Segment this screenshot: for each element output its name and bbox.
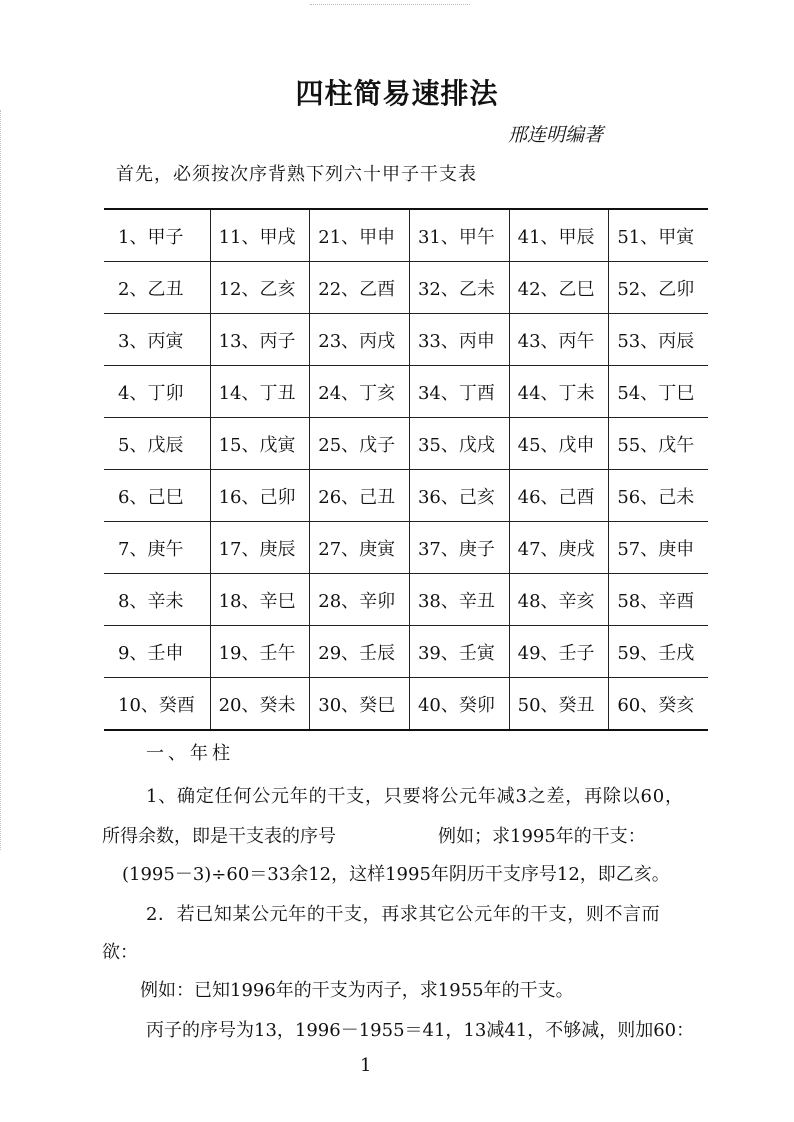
table-cell: 1、甲子 xyxy=(104,209,210,262)
table-cell: 5、戊辰 xyxy=(104,418,210,470)
table-cell: 4、丁卯 xyxy=(104,366,210,418)
table-cell: 55、戊午 xyxy=(609,418,708,470)
table-cell: 50、癸丑 xyxy=(509,678,609,731)
paragraph-1-line-3: (1995－3)÷60＝33余12，这样1995年阴历干支序号12，即乙亥。 xyxy=(122,864,670,885)
author-line: 邢连明编著 xyxy=(508,124,604,146)
table-cell: 37、庚子 xyxy=(409,522,509,574)
table-row xyxy=(104,574,708,626)
table-cell: 8、辛未 xyxy=(104,574,210,626)
table-row xyxy=(104,366,708,418)
table-cell: 2、乙丑 xyxy=(104,262,210,314)
table-cell: 33、丙申 xyxy=(409,314,509,366)
table-row xyxy=(104,522,708,574)
table-cell: 18、辛巳 xyxy=(210,574,310,626)
paragraph-2-line-2: 欲： xyxy=(102,942,138,963)
table-cell: 10、癸酉 xyxy=(104,678,210,731)
intro-text: 首先，必须按次序背熟下列六十甲子干支表 xyxy=(116,164,477,185)
scan-noise xyxy=(310,4,470,11)
table-cell: 27、庚寅 xyxy=(310,522,410,574)
table-cell: 53、丙辰 xyxy=(609,314,708,366)
table-cell: 3、丙寅 xyxy=(104,314,210,366)
paragraph-1-line-2: 所得余数，即是干支表的序号 xyxy=(102,826,336,847)
table-row xyxy=(104,262,708,314)
table-row xyxy=(104,314,708,366)
table-cell: 23、丙戌 xyxy=(310,314,410,366)
table-cell: 28、辛卯 xyxy=(310,574,410,626)
table-row xyxy=(104,418,708,470)
table-cell: 21、甲申 xyxy=(310,209,410,262)
table-cell: 51、甲寅 xyxy=(609,209,708,262)
table-cell: 6、己巳 xyxy=(104,470,210,522)
table-cell: 40、癸卯 xyxy=(409,678,509,731)
table-cell: 22、乙酉 xyxy=(310,262,410,314)
paragraph-2-line-1: 2．若已知某公元年的干支，再求其它公元年的干支，则不言而 xyxy=(146,904,661,925)
table-cell: 35、戊戌 xyxy=(409,418,509,470)
table-cell: 13、丙子 xyxy=(210,314,310,366)
page-title: 四柱简易速排法 xyxy=(295,77,499,110)
table-cell: 43、丙午 xyxy=(509,314,609,366)
table-cell: 31、甲午 xyxy=(409,209,509,262)
table-cell: 25、戊子 xyxy=(310,418,410,470)
table-cell: 17、庚辰 xyxy=(210,522,310,574)
table-row xyxy=(104,470,708,522)
table-cell: 38、辛丑 xyxy=(409,574,509,626)
paragraph-4: 丙子的序号为13，1996－1955＝41，13减41，不够减，则加60： xyxy=(146,1020,695,1041)
table-cell: 52、乙卯 xyxy=(609,262,708,314)
paragraph-3: 例如：已知1996年的干支为丙子，求1955年的干支。 xyxy=(140,980,574,1001)
table-cell: 30、癸巳 xyxy=(310,678,410,731)
sixty-jiazi-table xyxy=(104,208,708,731)
table-cell: 26、己丑 xyxy=(310,470,410,522)
table-cell: 16、己卯 xyxy=(210,470,310,522)
table-cell: 34、丁酉 xyxy=(409,366,509,418)
table-cell: 45、戊申 xyxy=(509,418,609,470)
table-cell: 42、乙巳 xyxy=(509,262,609,314)
table-cell: 36、己亥 xyxy=(409,470,509,522)
table-cell: 15、戊寅 xyxy=(210,418,310,470)
table-cell: 20、癸未 xyxy=(210,678,310,731)
section-heading-text: 一、年柱 xyxy=(146,743,234,764)
table-cell: 47、庚戌 xyxy=(509,522,609,574)
table-cell: 57、庚申 xyxy=(609,522,708,574)
table-cell: 29、壬辰 xyxy=(310,626,410,678)
table-cell: 39、壬寅 xyxy=(409,626,509,678)
table-cell: 46、己酉 xyxy=(509,470,609,522)
table-cell: 12、乙亥 xyxy=(210,262,310,314)
table-cell: 19、壬午 xyxy=(210,626,310,678)
table-cell: 44、丁未 xyxy=(509,366,609,418)
scan-edge-mark xyxy=(0,110,13,850)
table-cell: 9、壬申 xyxy=(104,626,210,678)
table-cell: 7、庚午 xyxy=(104,522,210,574)
table-cell: 58、辛酉 xyxy=(609,574,708,626)
table-row xyxy=(104,626,708,678)
table-cell: 56、己未 xyxy=(609,470,708,522)
table-cell: 54、丁巳 xyxy=(609,366,708,418)
table-row xyxy=(104,209,708,262)
table-cell: 41、甲辰 xyxy=(509,209,609,262)
table-cell: 48、辛亥 xyxy=(509,574,609,626)
table-row xyxy=(104,678,708,731)
page-number: 1 xyxy=(360,1055,372,1076)
table-cell: 59、壬戌 xyxy=(609,626,708,678)
table-cell: 14、丁丑 xyxy=(210,366,310,418)
paragraph-1-line-1: 1、确定任何公元年的干支，只要将公元年减3之差，再除以60， xyxy=(146,786,684,807)
table-cell: 11、甲戌 xyxy=(210,209,310,262)
table-cell: 24、丁亥 xyxy=(310,366,410,418)
table-cell: 60、癸亥 xyxy=(609,678,708,731)
table-cell: 49、壬子 xyxy=(509,626,609,678)
table-cell: 32、乙未 xyxy=(409,262,509,314)
paragraph-1-example: 例如；求1995年的干支： xyxy=(438,826,646,847)
